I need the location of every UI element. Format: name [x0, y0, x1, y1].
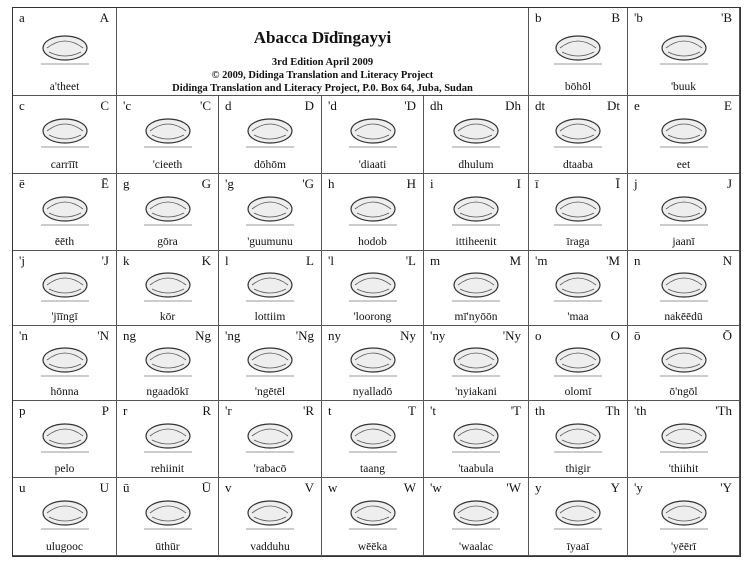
plant-illustration: [343, 111, 403, 151]
fish-illustration: [35, 493, 95, 533]
rhinoceros-illustration: [240, 340, 300, 380]
letter-cell: [529, 174, 628, 251]
grinding-woman-illustration: [138, 416, 198, 456]
bone-illustration: [654, 493, 714, 533]
uppercase-letter: 'C: [199, 98, 211, 113]
example-word: wēēka: [357, 541, 388, 553]
uppercase-letter: C: [100, 98, 109, 113]
lowercase-letter: 'r: [225, 403, 232, 418]
lion-illustration: [548, 265, 608, 305]
lowercase-letter: ō: [634, 328, 641, 343]
hoe-illustration: [240, 111, 300, 151]
example-word: nakēēdū: [664, 311, 703, 323]
sun-over-hills-illustration: [138, 265, 198, 305]
stork-illustration: [343, 189, 403, 229]
lowercase-letter: 't: [430, 403, 436, 418]
uppercase-letter: A: [99, 10, 109, 25]
granary-illustration: [548, 189, 608, 229]
lowercase-letter: 'th: [634, 403, 647, 418]
example-word: hōnna: [50, 386, 79, 398]
uppercase-letter: T: [408, 403, 416, 418]
uppercase-letter: Th: [605, 403, 620, 418]
zebra-illustration: [446, 189, 506, 229]
uppercase-letter: D: [304, 98, 314, 113]
letter-cell: [13, 478, 117, 556]
uppercase-letter: N: [722, 253, 732, 268]
example-word: īraga: [566, 236, 590, 248]
letter-cell: [219, 401, 322, 478]
lowercase-letter: dt: [535, 98, 546, 113]
uppercase-letter: Dt: [607, 98, 620, 113]
lowercase-letter: t: [328, 403, 332, 418]
uppercase-letter: 'T: [510, 403, 521, 418]
letter-cell: [424, 326, 529, 401]
letter-cell: [219, 96, 322, 174]
uppercase-letter: Ō: [722, 328, 732, 343]
uppercase-letter: B: [611, 10, 620, 25]
okra-illustration: [343, 493, 403, 533]
calf-illustration: [446, 265, 506, 305]
uppercase-letter: 'L: [405, 253, 416, 268]
uppercase-letter: Dh: [505, 98, 521, 113]
letter-cell: [117, 251, 219, 326]
example-word: nyalladō: [352, 386, 393, 398]
letter-cell: [628, 326, 740, 401]
letter-cell: [628, 8, 740, 96]
uppercase-letter: L: [306, 253, 314, 268]
title-edition: 3rd Edition April 2009: [271, 57, 374, 68]
hornbill-illustration: [446, 111, 506, 151]
example-word: 'guumunu: [247, 236, 293, 248]
uppercase-letter: 'G: [302, 176, 314, 191]
example-word: 'diaati: [358, 159, 387, 171]
lowercase-letter: dh: [430, 98, 443, 113]
lowercase-letter: j: [634, 176, 638, 191]
letter-cell: [529, 401, 628, 478]
lowercase-letter: 'j: [19, 253, 25, 268]
uppercase-letter: K: [201, 253, 211, 268]
example-word: 'nyiakani: [455, 386, 497, 398]
lowercase-letter: ū: [123, 480, 130, 495]
letter-cell: [529, 251, 628, 326]
example-word: 'ngētēl: [254, 386, 286, 398]
uppercase-letter: 'B: [720, 10, 732, 25]
lowercase-letter: c: [19, 98, 25, 113]
lowercase-letter: 'd: [328, 98, 337, 113]
fly-whisk-illustration: [343, 340, 403, 380]
uppercase-letter: O: [610, 328, 620, 343]
example-word: īyaaī: [566, 541, 590, 553]
pipe-illustration: [548, 111, 608, 151]
uppercase-letter: E: [724, 98, 732, 113]
letter-cell: [322, 478, 424, 556]
uppercase-letter: Ng: [195, 328, 211, 343]
uppercase-letter: Ny: [400, 328, 416, 343]
example-word: ō'ngōl: [669, 386, 698, 398]
rifle-illustration: [240, 493, 300, 533]
uppercase-letter: G: [201, 176, 211, 191]
example-word: vadduhu: [250, 541, 290, 553]
example-word: eet: [676, 159, 691, 171]
lowercase-letter: a: [19, 10, 25, 25]
chart-title: Abacca Dīdīngayyi: [253, 28, 392, 47]
example-word: a'theet: [49, 81, 80, 93]
lowercase-letter: 'ng: [225, 328, 241, 343]
letter-cell: [628, 251, 740, 326]
example-word: 'thiihit: [668, 463, 699, 475]
ostrich-illustration: [548, 340, 608, 380]
letter-cell: [13, 174, 117, 251]
example-word: carrīīt: [50, 159, 79, 171]
uppercase-letter: P: [101, 403, 109, 418]
lowercase-letter: 'n: [19, 328, 28, 343]
lowercase-letter: 'c: [123, 98, 132, 113]
sheep-illustration: [35, 28, 95, 68]
lowercase-letter: h: [328, 176, 335, 191]
uppercase-letter: Ī: [615, 176, 620, 191]
letter-cell: [117, 326, 219, 401]
lowercase-letter: l: [225, 253, 229, 268]
letter-cell: [322, 401, 424, 478]
lowercase-letter: n: [634, 253, 641, 268]
uppercase-letter: 'D: [404, 98, 416, 113]
uppercase-letter: 'Th: [715, 403, 732, 418]
uppercase-letter: Ē: [101, 176, 109, 191]
lowercase-letter: v: [225, 480, 232, 495]
basket-illustration: [138, 189, 198, 229]
letter-cell: [13, 326, 117, 401]
example-word: lottiim: [254, 311, 286, 323]
lowercase-letter: y: [535, 480, 542, 495]
example-word: dhulum: [458, 159, 494, 171]
letter-cell: [13, 251, 117, 326]
lowercase-letter: k: [123, 253, 130, 268]
letter-cell: [13, 96, 117, 174]
letter-cell: [529, 478, 628, 556]
lowercase-letter: w: [328, 480, 338, 495]
elephant-illustration: [654, 340, 714, 380]
letter-cell: [13, 401, 117, 478]
gourd-illustration: [35, 416, 95, 456]
example-word: ngaadōkī: [146, 386, 189, 398]
letter-cell: [628, 478, 740, 556]
uppercase-letter: R: [202, 403, 211, 418]
letter-cell: [219, 478, 322, 556]
letter-cell: [219, 251, 322, 326]
example-word: 'rabacō: [253, 463, 287, 475]
letter-cell: [219, 174, 322, 251]
example-word: mī'nyōōn: [454, 311, 498, 323]
lowercase-letter: ny: [328, 328, 341, 343]
book-illustration: [654, 28, 714, 68]
title-block: [117, 8, 529, 96]
example-word: ūthūr: [155, 541, 180, 553]
uppercase-letter: Y: [610, 480, 620, 495]
tree-illustration: [35, 340, 95, 380]
hunter-illustration: [446, 340, 506, 380]
lowercase-letter: g: [123, 176, 130, 191]
rope-coil-illustration: [343, 265, 403, 305]
uppercase-letter: Ū: [201, 480, 211, 495]
alphabet-chart: [12, 7, 741, 557]
lowercase-letter: 'w: [430, 480, 442, 495]
uppercase-letter: 'Ng: [295, 328, 314, 343]
owl-illustration: [240, 189, 300, 229]
example-word: kōr: [159, 311, 176, 323]
example-word: 'maa: [567, 311, 589, 323]
letter-cell: [628, 401, 740, 478]
uppercase-letter: 'J: [101, 253, 109, 268]
uppercase-letter: H: [406, 176, 416, 191]
letter-cell: [424, 401, 529, 478]
lowercase-letter: r: [123, 403, 128, 418]
letter-cell: [322, 251, 424, 326]
example-word: gōra: [157, 236, 178, 248]
example-word: olomī: [564, 386, 592, 398]
example-word: rehiinit: [150, 463, 185, 475]
baboon-illustration: [240, 265, 300, 305]
edition-info: [117, 56, 528, 95]
lowercase-letter: i: [430, 176, 434, 191]
example-word: ulugooc: [45, 541, 84, 553]
dogs-illustration: [138, 493, 198, 533]
lowercase-letter: th: [535, 403, 546, 418]
example-word: dtaaba: [562, 159, 593, 171]
hare-illustration: [654, 265, 714, 305]
letter-cell: [424, 478, 529, 556]
title-copyright: © 2009, Didinga Translation and Literacy Project: [211, 70, 434, 81]
cow-illustration: [343, 416, 403, 456]
sticks-illustration: [35, 265, 95, 305]
uppercase-letter: 'N: [97, 328, 109, 343]
example-word: 'jīīngī: [51, 311, 78, 323]
letter-cell: [117, 401, 219, 478]
uppercase-letter: 'Y: [720, 480, 732, 495]
lowercase-letter: p: [19, 403, 26, 418]
letter-cell: [424, 96, 529, 174]
example-word: dōhōm: [254, 159, 286, 171]
lowercase-letter: ī: [535, 176, 539, 191]
man-illustration: [654, 111, 714, 151]
example-word: pelo: [54, 463, 75, 475]
bicycle-illustration: [654, 416, 714, 456]
letter-cell: [529, 8, 628, 96]
lowercase-letter: u: [19, 480, 26, 495]
example-word: bōhōl: [564, 81, 592, 93]
title-address: Didinga Translation and Literacy Project, P.0. Box 64, Juba, Sudan: [172, 83, 473, 94]
lowercase-letter: 'm: [535, 253, 548, 268]
lowercase-letter: o: [535, 328, 542, 343]
broom-illustration: [654, 189, 714, 229]
letter-cell: [117, 174, 219, 251]
uppercase-letter: I: [516, 176, 521, 191]
letter-cell: [13, 8, 117, 96]
example-word: 'taabula: [458, 463, 494, 475]
man-with-spear-illustration: [548, 493, 608, 533]
letter-cell: [628, 96, 740, 174]
example-word: 'yēērī: [670, 541, 697, 553]
example-word: taang: [360, 463, 385, 475]
lowercase-letter: 'g: [225, 176, 234, 191]
letter-cell: [628, 174, 740, 251]
example-word: thigir: [565, 463, 591, 475]
uppercase-letter: U: [99, 480, 109, 495]
letter-cell: [424, 251, 529, 326]
example-word: 'waalac: [459, 541, 493, 553]
uppercase-letter: 'Ny: [502, 328, 521, 343]
uppercase-letter: V: [304, 480, 314, 495]
letter-cell: [529, 96, 628, 174]
rat-illustration: [138, 340, 198, 380]
letter-cell: [219, 326, 322, 401]
example-word: ēēth: [54, 236, 75, 248]
goat-illustration: [35, 189, 95, 229]
padlock-illustration: [446, 416, 506, 456]
lowercase-letter: m: [430, 253, 441, 268]
porcupine-illustration: [35, 111, 95, 151]
example-word: 'cieeth: [152, 159, 183, 171]
donkey-illustration: [548, 416, 608, 456]
example-word: ittiheenit: [455, 236, 497, 248]
letter-cell: [424, 174, 529, 251]
uppercase-letter: 'R: [302, 403, 314, 418]
letter-cell: [322, 326, 424, 401]
lowercase-letter: 'y: [634, 480, 643, 495]
letter-cell: [117, 96, 219, 174]
example-word: jaanī: [672, 236, 695, 248]
example-word: 'buuk: [670, 81, 697, 93]
uppercase-letter: M: [509, 253, 521, 268]
uppercase-letter: 'W: [506, 480, 521, 495]
lowercase-letter: 'ny: [430, 328, 446, 343]
lowercase-letter: e: [634, 98, 640, 113]
letter-cell: [322, 96, 424, 174]
lowercase-letter: b: [535, 10, 542, 25]
lowercase-letter: 'b: [634, 10, 643, 25]
example-word: 'loorong: [353, 311, 392, 323]
hut-illustration: [138, 111, 198, 151]
letter-cell: [322, 174, 424, 251]
fire-rack-illustration: [240, 416, 300, 456]
lowercase-letter: d: [225, 98, 232, 113]
lowercase-letter: ē: [19, 176, 25, 191]
uppercase-letter: W: [403, 480, 416, 495]
lowercase-letter: ng: [123, 328, 136, 343]
lowercase-letter: 'l: [328, 253, 334, 268]
uppercase-letter: 'M: [606, 253, 620, 268]
tortoise-illustration: [548, 28, 608, 68]
uppercase-letter: J: [726, 176, 732, 191]
sapling-illustration: [446, 493, 506, 533]
example-word: hodob: [358, 236, 387, 248]
letter-cell: [117, 478, 219, 556]
letter-cell: [529, 326, 628, 401]
